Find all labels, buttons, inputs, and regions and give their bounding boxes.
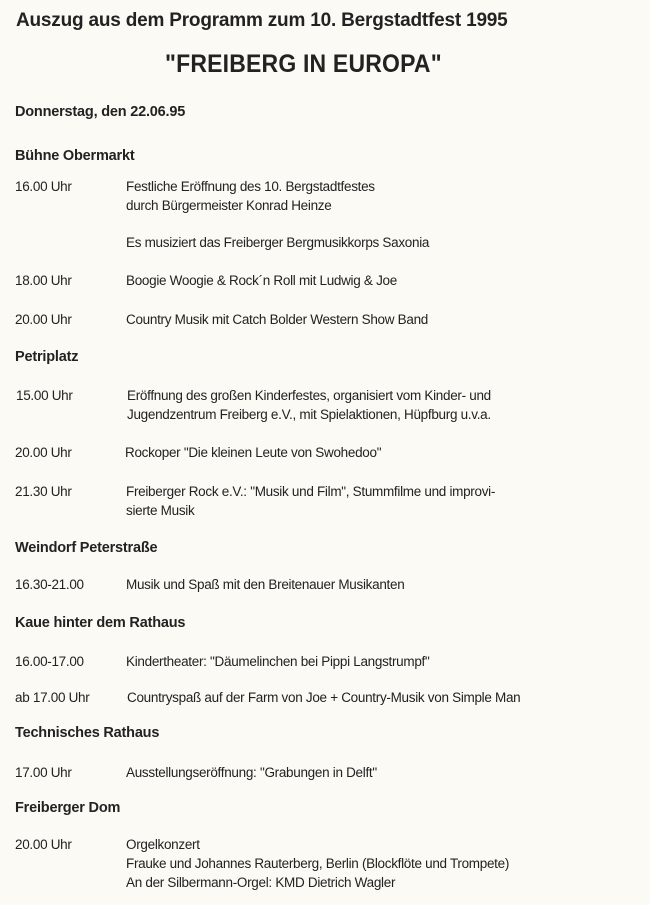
- event-description: Boogie Woogie & Rock´n Roll mit Ludwig & Joe: [126, 273, 397, 288]
- event-time: ab 17.00 Uhr: [15, 690, 90, 705]
- event-description: Eröffnung des großen Kinderfestes, organisiert vom Kinder- und Jugendzentrum Freiberg e.V., mit Spielaktionen, Hüpfburg u.v.a.: [127, 388, 491, 422]
- venue-heading: Freiberger Dom: [15, 800, 121, 816]
- event-description: Es musiziert das Freiberger Bergmusikkorps Saxonia: [126, 235, 430, 250]
- event-description: Countryspaß auf der Farm von Joe + Country-Musik von Simple Man: [127, 690, 521, 705]
- event-time: 15.00 Uhr: [16, 388, 73, 403]
- event-time: 20.00 Uhr: [15, 837, 72, 852]
- event-description: Freiberger Rock e.V.: "Musik und Film", Stummfilme und improvi- sierte Musik: [126, 484, 496, 518]
- venue-heading: Petriplatz: [15, 349, 79, 365]
- day-heading: Donnerstag, den 22.06.95: [15, 104, 186, 120]
- venue-heading: Technisches Rathaus: [15, 725, 160, 741]
- event-time: 16.00 Uhr: [15, 179, 72, 194]
- event-description: Musik und Spaß mit den Breitenauer Musikanten: [126, 577, 405, 592]
- document-title: Auszug aus dem Programm zum 10. Bergstadtfest 1995: [16, 10, 508, 31]
- event-time: 16.00-17.00: [15, 654, 84, 669]
- venue-heading: Weindorf Peterstraße: [15, 540, 158, 556]
- event-time: 16.30-21.00: [15, 577, 84, 592]
- event-description: Kindertheater: "Däumelinchen bei Pippi Langstrumpf": [126, 654, 430, 669]
- venue-heading: Kaue hinter dem Rathaus: [15, 615, 186, 631]
- event-time: 17.00 Uhr: [15, 765, 72, 780]
- event-description: Rockoper "Die kleinen Leute von Swohedoo": [125, 445, 382, 460]
- event-time: 21.30 Uhr: [15, 484, 72, 499]
- venue-heading: Bühne Obermarkt: [15, 148, 135, 164]
- event-description: Ausstellungseröffnung: "Grabungen in Delft": [126, 765, 377, 780]
- event-time: 18.00 Uhr: [15, 273, 72, 288]
- event-description: Orgelkonzert Frauke und Johannes Rauterberg, Berlin (Blockflöte und Trompete) An der Silbermann-Orgel: KMD Dietrich Wagler: [126, 837, 510, 890]
- event-description: Festliche Eröffnung des 10. Bergstadtfestes durch Bürgermeister Konrad Heinze: [126, 179, 375, 213]
- event-time: 20.00 Uhr: [15, 445, 72, 460]
- event-description: Country Musik mit Catch Bolder Western Show Band: [126, 312, 428, 327]
- event-time: 20.00 Uhr: [15, 312, 72, 327]
- festival-motto: "FREIBERG IN EUROPA": [165, 50, 442, 78]
